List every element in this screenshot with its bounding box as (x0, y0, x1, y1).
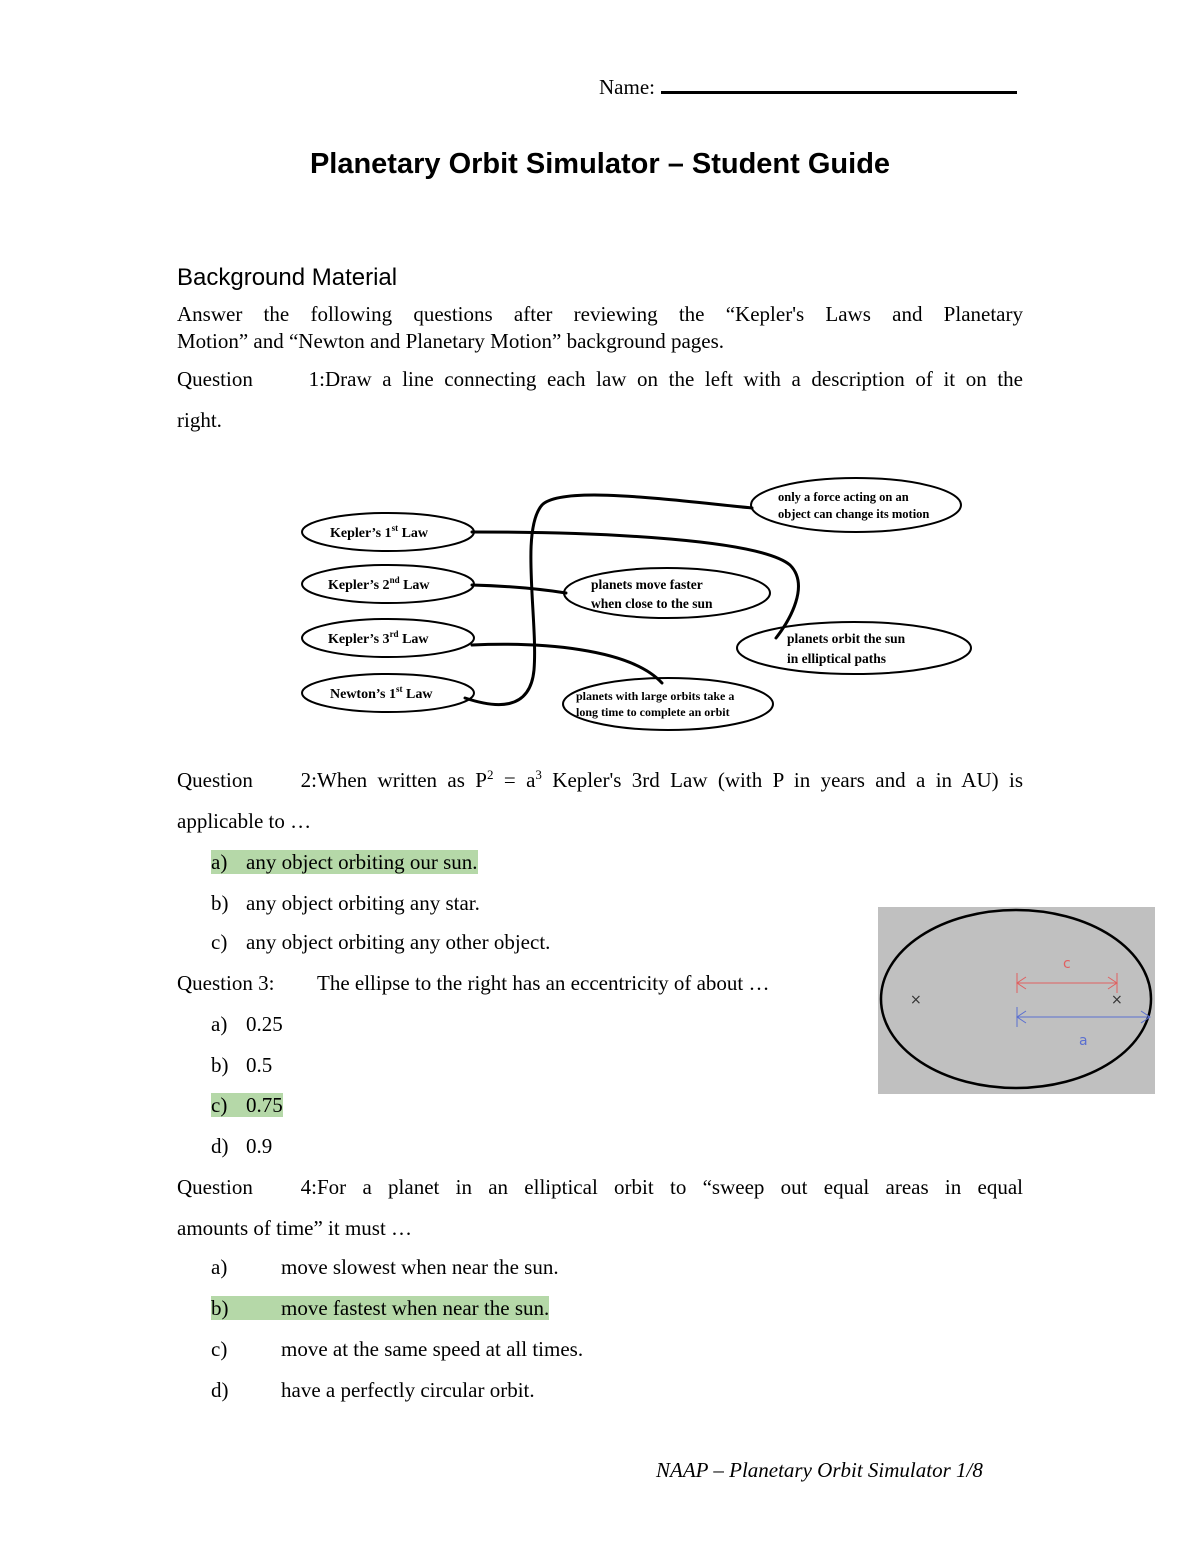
question-4-text: For a planet in an elliptical orbit to “sweep out equal areas in equal (317, 1175, 1023, 1199)
desc-1-line-1: only a force acting on an (778, 490, 909, 504)
focus-mark-right: × (1111, 992, 1123, 1008)
q4-option-b[interactable] (211, 1295, 549, 1322)
matching-diagram (290, 470, 980, 740)
desc-ellipse-3 (737, 622, 971, 674)
question-2-text: When written as $P^2 = a^3$ Kepler's 3rd Law (with P in years and a in AU) is (317, 767, 1024, 792)
intro-line-1: Answer the following questions after reviewing the “Kepler's Laws and Planetary (177, 302, 1023, 326)
a-label: a (1079, 1033, 1088, 1049)
desc-3-line-1: planets orbit the sun (787, 631, 906, 646)
law-label-2: Kepler’s 2nd Law (328, 575, 430, 593)
desc-ellipse-4 (563, 678, 773, 730)
ellipse-figure (878, 907, 1155, 1094)
intro-line-2: Motion” and “Newton and Planetary Motion” background pages. (177, 329, 725, 353)
question-3-text: The ellipse to the right has an eccentricity of about … (317, 971, 770, 995)
question-2-label: Question 2: (177, 768, 317, 792)
question-2 (177, 767, 1023, 794)
q4-option-b-highlight: b) move fastest when near the sun. (211, 1296, 550, 1320)
law-label-4: Newton’s 1st Law (330, 684, 433, 702)
q2-option-a[interactable] (211, 849, 478, 876)
name-label: Name: (599, 75, 655, 99)
desc-4-line-2: long time to complete an orbit (576, 705, 730, 719)
desc-ellipse-1 (751, 478, 961, 532)
q4-option-a[interactable]: a) move slowest when near the sun. (211, 1255, 559, 1279)
c-label: c (1063, 956, 1071, 972)
desc-2-line-2: when close to the sun (591, 596, 713, 611)
line-kepler3 (472, 644, 662, 683)
focus-mark-left: × (910, 992, 922, 1008)
line-kepler2 (472, 585, 566, 593)
q2-option-b[interactable]: b) any object orbiting any star. (211, 891, 480, 915)
question-2-text-cont: applicable to … (177, 809, 312, 833)
name-field[interactable] (599, 73, 1017, 101)
question-4-label: Question 4: (177, 1175, 317, 1199)
question-3-label: Question 3: (177, 971, 275, 995)
page-footer: NAAP – Planetary Orbit Simulator 1/8 (656, 1458, 983, 1482)
desc-1-line-2: object can change its motion (778, 507, 930, 521)
question-1-text-cont: right. (177, 408, 222, 432)
section-heading: Background Material (177, 264, 398, 291)
question-3 (177, 970, 770, 997)
question-1 (177, 366, 1023, 393)
q3-option-a[interactable]: a) 0.25 (211, 1012, 283, 1036)
name-blank-line[interactable] (661, 73, 1017, 94)
question-1-text: Draw a line connecting each law on the left with a description of it on the (325, 367, 1023, 391)
q2-option-a-highlight: a) any object orbiting our sun. (211, 850, 478, 874)
desc-4-line-1: planets with large orbits take a (576, 689, 735, 703)
law-label-1: Kepler’s 1st Law (330, 523, 429, 541)
page-title: Planetary Orbit Simulator – Student Guide (309, 148, 891, 180)
q3-option-b[interactable]: b) 0.5 (211, 1053, 273, 1077)
desc-2-line-1: planets move faster (591, 577, 703, 592)
q4-option-c[interactable]: c) move at the same speed at all times. (211, 1337, 584, 1361)
desc-3-line-2: in elliptical paths (787, 651, 887, 666)
q3-option-d[interactable]: d) 0.9 (211, 1134, 273, 1158)
q3-option-c-highlight: c) 0.75 (211, 1093, 283, 1117)
q3-option-c[interactable] (211, 1092, 283, 1119)
law-label-3: Kepler’s 3rd Law (328, 629, 429, 647)
q2-option-c[interactable]: c) any object orbiting any other object. (211, 930, 551, 954)
question-1-label: Question 1: (177, 367, 325, 391)
question-4-text-cont: amounts of time” it must … (177, 1216, 413, 1240)
q4-option-d[interactable]: d) have a perfectly circular orbit. (211, 1378, 535, 1402)
question-4 (177, 1174, 1023, 1201)
